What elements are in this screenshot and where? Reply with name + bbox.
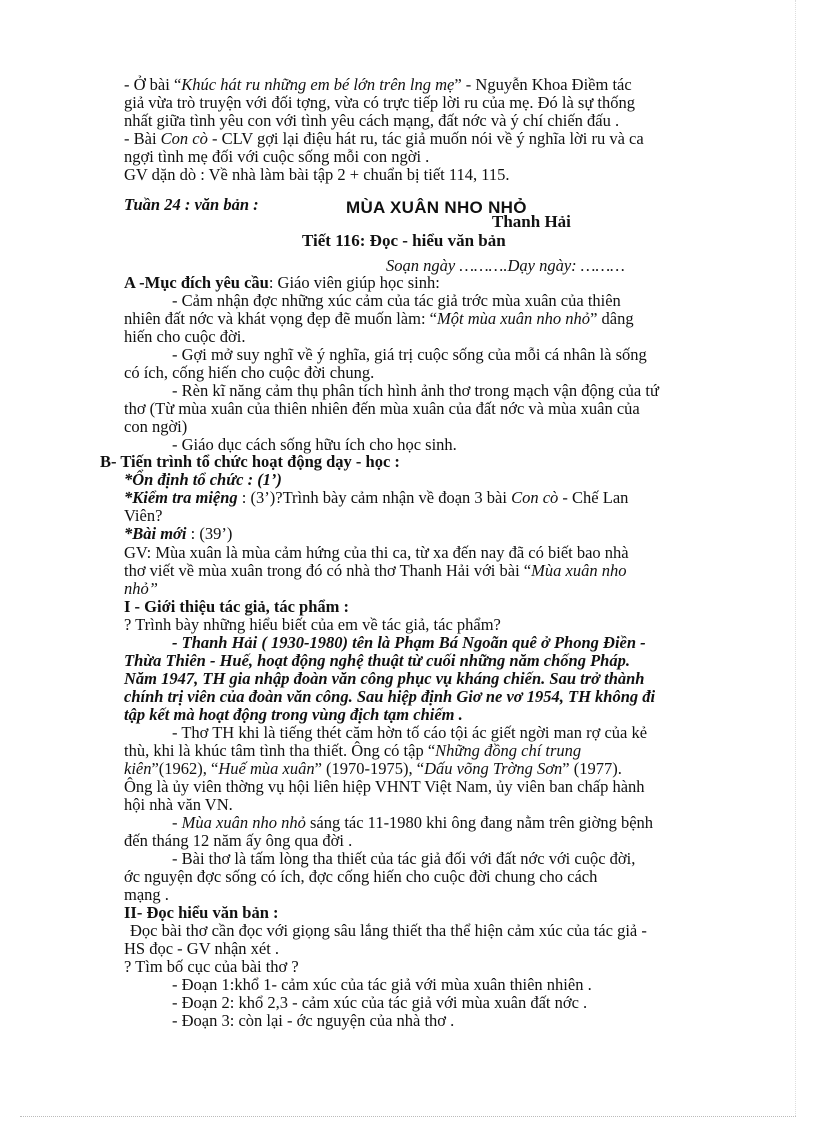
text-line: ngợi tình mẹ đối với cuộc sống mỗi con ngời . xyxy=(124,147,430,166)
text-line: - Rèn kĩ năng cảm thụ phân tích hình ảnh thơ trong mạch vận động của tứ xyxy=(172,381,659,400)
text-line: *Kiểm tra miệng : (3’)?Trình bày cảm nhận về đoạn 3 bài Con cò - Chế Lan xyxy=(124,488,629,507)
section-a-heading: A -Mục đích yêu cầu: Giáo viên giúp học sinh: xyxy=(124,273,440,292)
text-line: nhất giữa tình yêu con với tình yêu cách mạng, đất nớc và ý chí chiến đấu . xyxy=(124,111,620,130)
text-line: - Bài Con cò - CLV gợi lại điệu hát ru, tác giả muốn nói về ý nghĩa lời ru và ca xyxy=(124,129,644,148)
text-line: hiến cho cuộc đời. xyxy=(124,327,246,346)
text-line: Năm 1947, TH gia nhập đoàn văn công phục vụ kháng chiến. Sau trở thành xyxy=(124,669,645,688)
text-line: hội nhà văn VN. xyxy=(124,795,233,814)
section-b-heading: B- Tiến trình tổ chức hoạt động dạy - học : xyxy=(100,452,400,471)
text-line: - Ở bài “Khúc hát ru những em bé lớn trên lng mẹ” - Nguyễn Khoa Điềm tác xyxy=(124,75,632,94)
text-line: có ích, cống hiến cho cuộc đời chung. xyxy=(124,363,375,382)
text-line: thơ viết về mùa xuân trong đó có nhà thơ Thanh Hải với bài “Mùa xuân nho xyxy=(124,561,627,580)
text-line: chính trị viên của đoàn văn công. Sau hiệp định Giơ ne vơ 1954, TH không đi xyxy=(124,687,656,706)
text-line: ? Tìm bố cục của bài thơ ? xyxy=(124,957,299,976)
section-2-heading: II- Đọc hiểu văn bản : xyxy=(124,903,279,922)
text-line: Thừa Thiên - Huế, hoạt động nghệ thuật từ cuối những năm chống Pháp. xyxy=(124,651,630,670)
date-line: Soạn ngày ……….Dạy ngày: ……… xyxy=(386,256,625,275)
text-line: con ngời) xyxy=(124,417,188,436)
text-line: - Đoạn 1:khổ 1- cảm xúc của tác giả với mùa xuân thiên nhiên . xyxy=(172,975,592,994)
text-line: - Bài thơ là tấm lòng tha thiết của tác giả đối với đất nớc với cuộc đời, xyxy=(172,849,636,868)
page-border-right xyxy=(795,0,796,1116)
text-line: ? Trình bày những hiểu biết của em về tác giả, tác phẩm? xyxy=(124,615,501,634)
text-line: - Thơ TH khi là tiếng thét căm hờn tố cáo tội ác giết ngời man rợ của kẻ xyxy=(172,723,648,742)
lesson-heading: Tiết 116: Đọc - hiểu văn bản xyxy=(302,231,506,250)
text-line: thù, khi là khúc tâm tình tha thiết. Ông có tập “Những đồng chí trung xyxy=(124,741,582,760)
text-line: - Thanh Hải ( 1930-1980) tên là Phạm Bá Ngoãn quê ở Phong Điền - xyxy=(172,633,646,652)
text-line: *Ổn định tổ chức : (1’) xyxy=(124,470,282,489)
text-line: *Bài mới : (39’) xyxy=(124,524,233,543)
text-line: tập kết mà hoạt động trong vùng địch tạm chiếm . xyxy=(124,705,463,724)
text-line: - Đoạn 3: còn lại - ớc nguyện của nhà thơ . xyxy=(172,1011,455,1030)
text-line: - Mùa xuân nho nhỏ sáng tác 11-1980 khi ông đang nằm trên giờng bệnh xyxy=(172,813,654,832)
author-name: Thanh Hải xyxy=(492,212,571,231)
text-line: Viên? xyxy=(124,506,163,525)
text-line: nhỏ” xyxy=(124,579,158,598)
section-1-heading: I - Giới thiệu tác giả, tác phẩm : xyxy=(124,597,349,616)
text-line: giả vừa trò truyện với đối tợng, vừa có trực tiếp lời ru của mẹ. Đó là sự thống xyxy=(124,93,636,112)
text-line: nhiên đất nớc và khát vọng đẹp đẽ muốn làm: “Một mùa xuân nho nhỏ” dâng xyxy=(124,309,634,328)
text-line: ớc nguyện đợc sống có ích, đợc cống hiến cho cuộc đời chung cho cách xyxy=(124,867,598,886)
text-line: HS đọc - GV nhận xét . xyxy=(124,939,280,958)
page-border-bottom xyxy=(20,1116,796,1117)
text-line: - Gợi mở suy nghĩ về ý nghĩa, giá trị cuộc sống của mỗi cá nhân là sống xyxy=(172,345,647,364)
text-line: - Đoạn 2: khổ 2,3 - cảm xúc của tác giả với mùa xuân đất nớc . xyxy=(172,993,588,1012)
text-line: thơ (Từ mùa xuân của thiên nhiên đến mùa xuân của đất nớc và mùa xuân của xyxy=(124,399,640,418)
text-line: - Cảm nhận đợc những xúc cảm của tác giả trớc mùa xuân của thiên xyxy=(172,291,621,310)
text-line: Ông là ủy viên thờng vụ hội liên hiệp VHNT Việt Nam, ủy viên ban chấp hành xyxy=(124,777,645,796)
text-line: kiên”(1962), “Huế mùa xuân” (1970-1975), “Dấu võng Trờng Sơn” (1977). xyxy=(124,759,622,778)
text-line: mạng . xyxy=(124,885,169,904)
text-line: - Giáo dục cách sống hữu ích cho học sinh. xyxy=(172,435,457,454)
text-line: GV: Mùa xuân là mùa cảm hứng của thi ca, từ xa đến nay đã có biết bao nhà xyxy=(124,543,629,562)
text-line: Đọc bài thơ cần đọc với giọng sâu lắng thiết tha thể hiện cảm xúc của tác giả - xyxy=(130,921,647,940)
text-line: đến tháng 12 năm ấy ông qua đời . xyxy=(124,831,353,850)
text-line: GV dặn dò : Về nhà làm bài tập 2 + chuẩn bị tiết 114, 115. xyxy=(124,165,510,184)
week-label: Tuần 24 : văn bản : xyxy=(124,195,259,214)
page-title: MÙA XUÂN NHO NHỎ xyxy=(346,198,527,217)
